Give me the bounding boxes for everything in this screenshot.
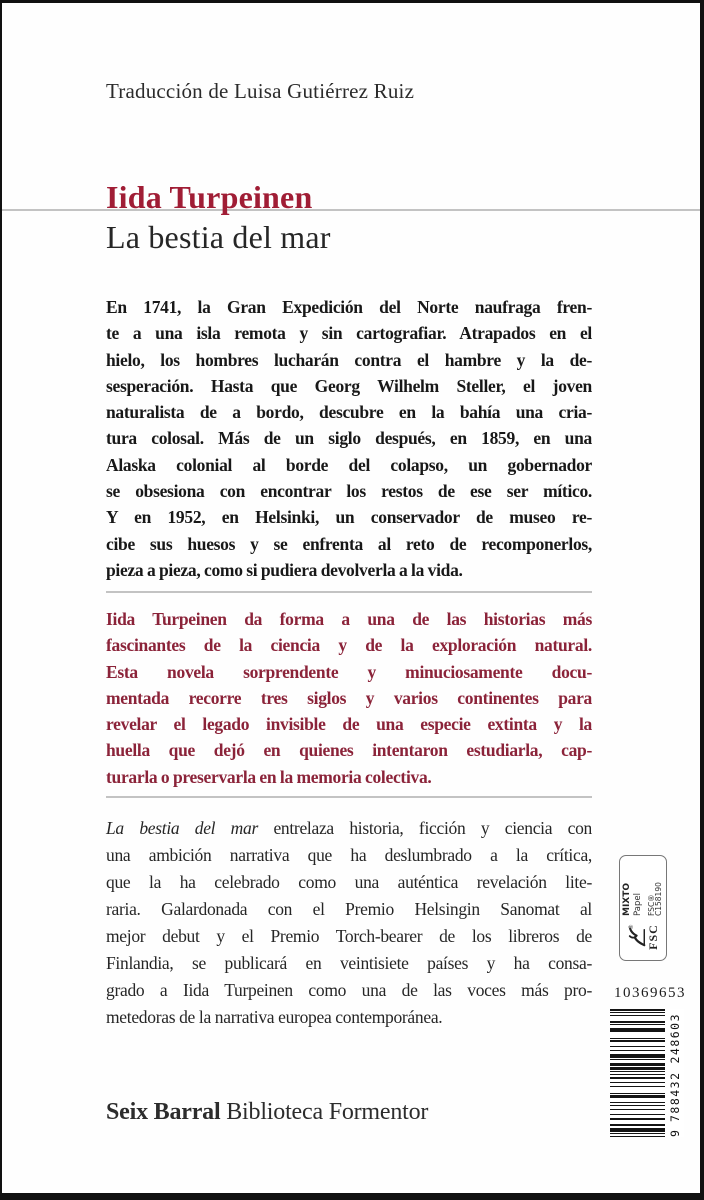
author-name: Iida Turpeinen	[106, 179, 313, 215]
fsc-logo-block	[627, 919, 659, 955]
book-title-italic: La bestia del mar	[106, 818, 258, 838]
barcode-digit-group1: 788432	[667, 1071, 682, 1123]
press-paragraph	[106, 815, 592, 1031]
press-line: metedoras de la narrativa europea contemporánea.	[106, 1007, 443, 1027]
synopsis-line: naturalista de a bordo, descubre en la bahía una cria-	[106, 402, 592, 423]
publisher-line	[106, 1099, 428, 1126]
translator-credit: Traducción de Luisa Gutiérrez Ruiz	[106, 79, 415, 103]
review-line: mentada recorre tres siglos y varios continentes para	[106, 687, 592, 708]
isbn-barcode	[610, 1009, 686, 1137]
synopsis-line: cibe sus huesos y se enfrenta al reto de recomponerlos,	[106, 533, 592, 554]
synopsis-line: En 1741, la Gran Expedición del Norte naufraga fren-	[106, 297, 592, 317]
registered-mark: ®	[628, 924, 635, 930]
synopsis-line: Y en 1952, en Helsinki, un conservador de museo re-	[106, 507, 592, 528]
press-line: Finlandia, se publicará en veintisiete países y ha consa-	[106, 953, 592, 973]
review-line: Esta novela sorprendente y minuciosamente docu-	[106, 661, 592, 682]
press-line	[106, 815, 592, 842]
section-divider-1	[106, 591, 592, 593]
collection-name: Biblioteca Formentor	[220, 1099, 429, 1125]
review-paragraph	[106, 606, 592, 790]
barcode-bars	[610, 1009, 665, 1137]
barcode-digit-group2: 248603	[667, 1012, 682, 1064]
fsc-brand: FSC	[646, 924, 660, 950]
synopsis-line: pieza a pieza, como si pudiera devolverla a la vida.	[106, 559, 463, 580]
synopsis-line: tura colosal. Más de un siglo después, en 1859, en una	[106, 428, 592, 449]
review-line: turarla o preservarla en la memoria colectiva.	[106, 766, 432, 787]
fsc-license-code: FSC® C158190	[646, 882, 664, 916]
synopsis-line: hielo, los hombres lucharán contra el hambre y la de-	[106, 349, 592, 370]
fsc-tree-icon	[627, 926, 647, 948]
synopsis-line: te a una isla remota y sin cartografiar. Atrapados en el	[106, 323, 592, 344]
review-line: Iida Turpeinen da forma a una de las historias más	[106, 609, 592, 629]
press-line-rest: entrelaza historia, ficción y ciencia con	[258, 818, 592, 838]
product-code: 10369653	[614, 985, 686, 1001]
section-divider-2	[106, 796, 592, 798]
fsc-label	[619, 855, 667, 961]
press-line: una ambición narrativa que ha deslumbrado a la crítica,	[106, 845, 592, 865]
review-line: huella que dejó en quienes intentaron estudiarla, cap-	[106, 740, 592, 761]
book-title: La bestia del mar	[106, 219, 331, 255]
fsc-grade-label: MIXTO	[622, 882, 633, 916]
press-lines	[106, 842, 592, 1031]
fsc-text-block	[623, 861, 663, 919]
press-line: raria. Galardonada con el Premio Helsingin Sanomat al	[106, 899, 592, 919]
barcode-digits	[665, 1009, 684, 1137]
synopsis-line: se obsesiona con encontrar los restos de ese ser mítico.	[106, 481, 592, 502]
barcode-inner	[610, 1009, 684, 1137]
press-line: que la ha celebrado como una auténtica revelación lite-	[106, 872, 592, 892]
barcode-digit-lead: 9	[667, 1130, 682, 1137]
synopsis-line: Alaska colonial al borde del colapso, un gobernador	[106, 454, 592, 475]
press-line: mejor debut y el Premio Torch-bearer de los libreros de	[106, 926, 592, 946]
fsc-material-label: Papel	[633, 893, 644, 916]
review-line: fascinantes de la ciencia y de la exploración natural.	[106, 635, 592, 656]
synopsis-paragraph	[106, 294, 592, 583]
press-line: grado a Iida Turpeinen como una de las voces más pro-	[106, 980, 592, 1000]
review-line: revelar el legado invisible de una especie extinta y la	[106, 714, 592, 735]
synopsis-line: sesperación. Hasta que Georg Wilhelm Steller, el joven	[106, 375, 592, 396]
publisher-name: Seix Barral	[106, 1099, 221, 1125]
fsc-label-inner	[619, 855, 667, 961]
